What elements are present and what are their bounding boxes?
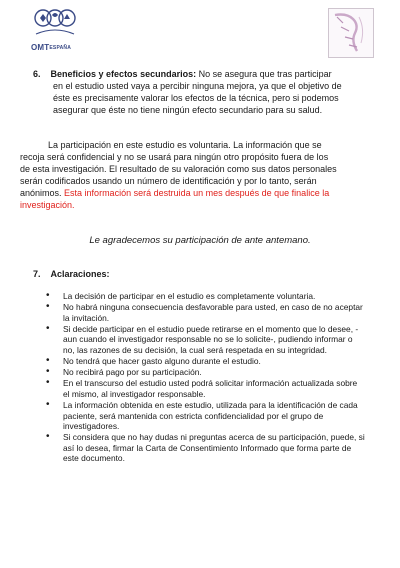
list-item: • No tendrá que hacer gasto alguno durante el estudio. xyxy=(46,356,366,367)
section6-line-2-block xyxy=(53,81,383,92)
thanks-text: Le agradecemos su participación de ante antemano. xyxy=(89,235,311,246)
participation-line-5: anónimos. xyxy=(20,188,62,198)
participation-line-4-block xyxy=(20,176,390,187)
participation-line-1-block xyxy=(48,140,388,151)
destruction-notice-end: investigación. xyxy=(20,200,75,210)
list-item: • La información obtenida en este estudio, utilizada para la identificación de cada paciente, será mantenida con estricta confidencialidad por el grupo de investigadores. xyxy=(46,400,366,432)
list-item: • No habrá ninguna consecuencia desfavorable para usted, en caso de no aceptar la invitación. xyxy=(46,302,366,323)
logo-main: OMT xyxy=(31,43,50,52)
section6-paragraph xyxy=(33,69,373,80)
list-item: • La decisión de participar en el estudio es completamente voluntaria. xyxy=(46,291,366,302)
list-item: • No recibirá pago por su participación. xyxy=(46,367,366,378)
section7-title: Aclaraciones: xyxy=(50,269,110,279)
spine-icon xyxy=(329,9,373,57)
participation-line-1: La participación en este estudio es voluntaria. La información que se xyxy=(48,140,322,150)
destruction-notice: Esta información será destruida un mes después de que finalice la xyxy=(64,188,330,198)
section6-line-3-block xyxy=(53,93,383,104)
participation-line-5-block xyxy=(20,188,390,199)
spine-image xyxy=(328,8,374,58)
participation-line-3-block xyxy=(20,164,390,175)
section6-line-4: asegurar que éste no tiene ningún efecto secundario para su salud. xyxy=(53,105,323,115)
section6-number: 6. xyxy=(33,69,41,79)
section7-number: 7. xyxy=(33,269,41,279)
section6-line-1: No se asegura que tras participar xyxy=(198,69,332,79)
destruction-notice-end-block xyxy=(20,200,390,211)
section6-title: Beneficios y efectos secundarios: xyxy=(50,69,197,79)
list-item: • Si considera que no hay dudas ni preguntas acerca de su participación, puede, si así lo desea, firmar la Carta de Consentimiento Informado que forma parte de este documento. xyxy=(46,432,366,464)
participation-line-2-block xyxy=(20,152,390,163)
omt-logo-icon xyxy=(33,6,77,46)
participation-line-2: recoja será confidencial y no se usará para ningún otro propósito fuera de los xyxy=(20,152,329,162)
section7-heading xyxy=(33,269,333,280)
participation-line-4: serán codificados usando un número de identificación y por lo tanto, serán xyxy=(20,176,317,186)
list-item: • Si decide participar en el estudio puede retirarse en el momento que lo desee, -aun cuando el investigador responsable no se lo solicite-, pudiendo informar o no, las razones de su decisión, la cual será respetada en su integridad. xyxy=(46,324,366,356)
section6-line-4-block xyxy=(53,105,383,116)
list-item: • En el transcurso del estudio usted podrá solicitar información actualizada sobre el mismo, al investigador responsable. xyxy=(46,378,366,399)
logo-text xyxy=(31,43,71,52)
section6-line-3: éste es precisamente valorar los efectos de la técnica, pero si podemos xyxy=(53,93,339,103)
logo-sub: ESPAÑA xyxy=(49,45,72,51)
participation-line-3: de esta investigación. El resultado de su valoración como sus datos personales xyxy=(20,164,337,174)
clarifications-list xyxy=(46,291,366,465)
section6-line-2: en el estudio usted vaya a percibir ninguna mejora, ya que el objetivo de xyxy=(53,81,342,91)
